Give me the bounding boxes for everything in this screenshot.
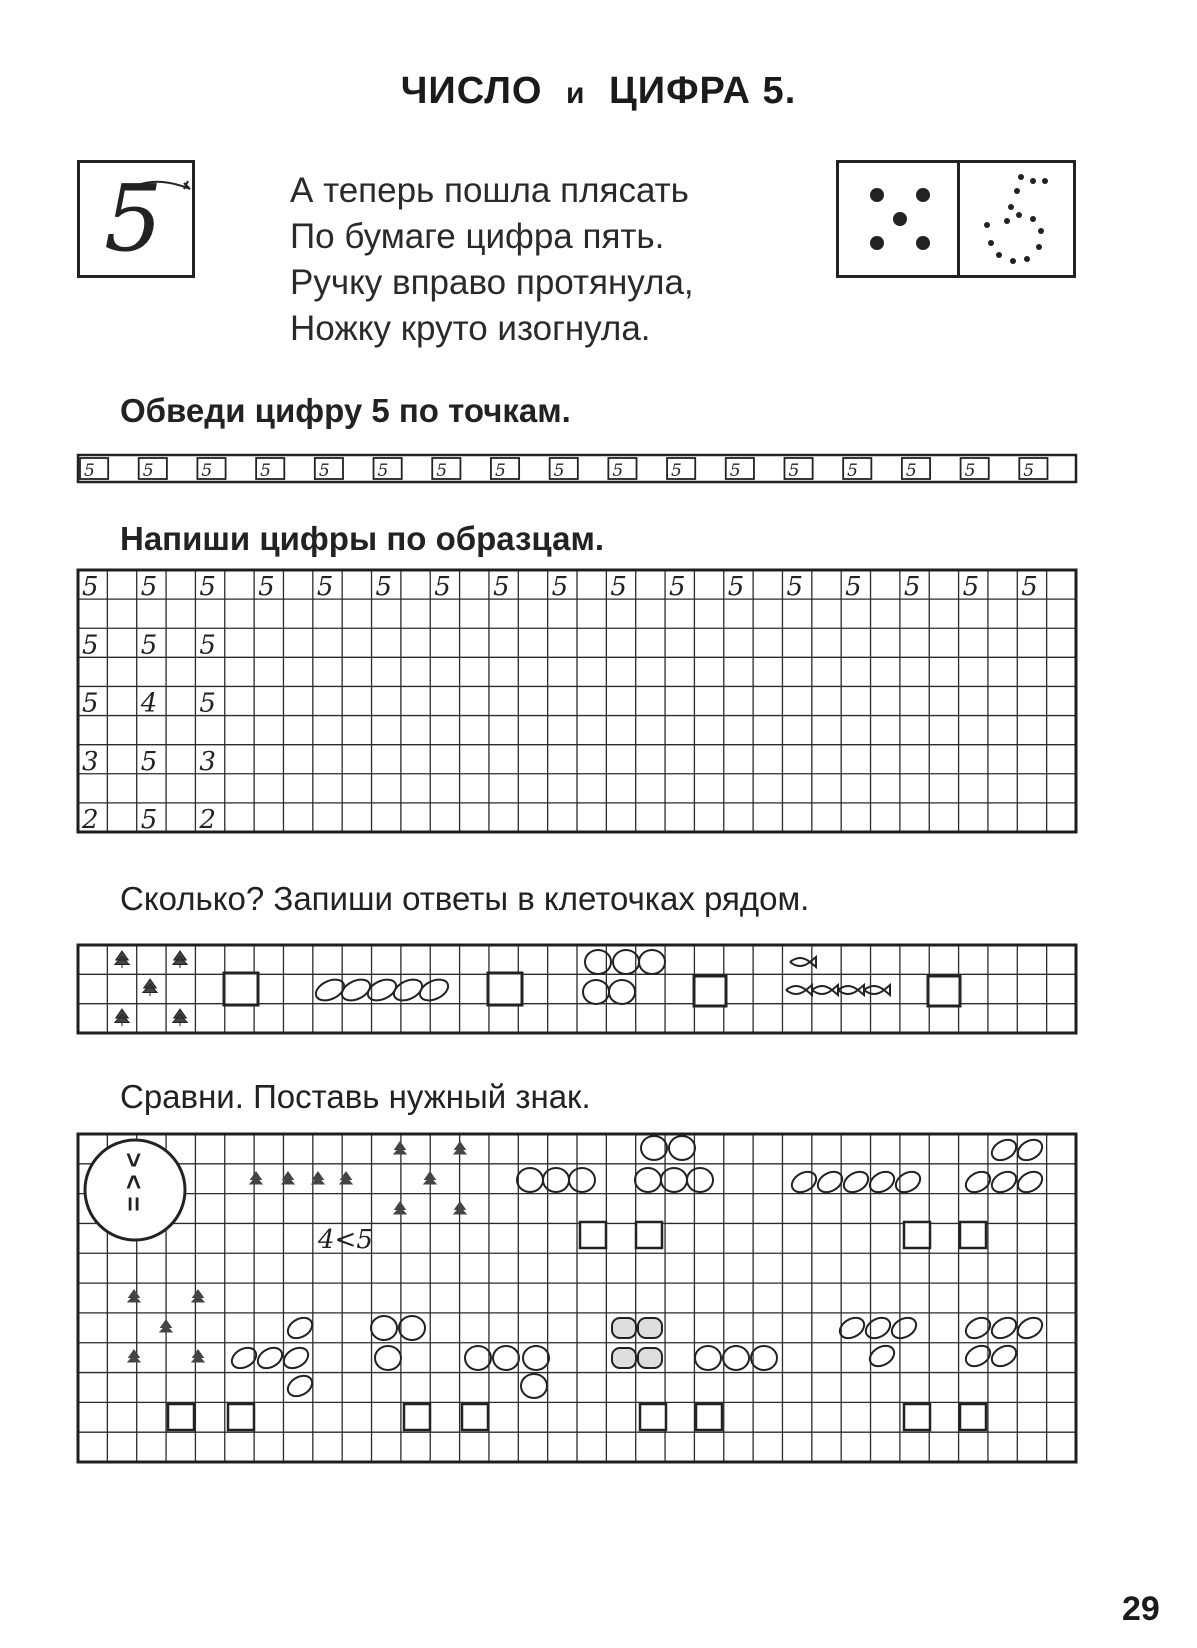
ring-icon bbox=[569, 1168, 595, 1192]
title-word-and: и bbox=[566, 77, 586, 110]
leaf-icon bbox=[284, 1372, 316, 1401]
fish-icon bbox=[786, 985, 812, 995]
sample-digit: 5 bbox=[140, 746, 158, 777]
dotted-digit: 5 bbox=[494, 461, 506, 481]
leaf-icon bbox=[962, 1342, 994, 1371]
berry-icon bbox=[612, 1318, 636, 1338]
sample-digit: 2 bbox=[82, 805, 99, 835]
ring-icon bbox=[517, 1168, 543, 1192]
sample-digit: 5 bbox=[199, 630, 216, 661]
sample-digit: 5 bbox=[82, 688, 99, 719]
dotted-digit: 5 bbox=[84, 461, 95, 481]
answer-box[interactable] bbox=[960, 1404, 986, 1430]
dotted-digit: 5 bbox=[436, 461, 448, 481]
dotted-digit: 5 bbox=[377, 461, 389, 481]
answer-box[interactable] bbox=[488, 973, 522, 1005]
ring-icon bbox=[723, 1346, 749, 1370]
tree-icon bbox=[173, 1009, 187, 1026]
answer-box[interactable] bbox=[694, 976, 726, 1006]
title-word-digit: ЦИФРА 5. bbox=[609, 70, 797, 112]
tree-icon bbox=[453, 1201, 467, 1215]
comparison-sign: > bbox=[119, 1152, 149, 1168]
ring-icon bbox=[523, 1346, 549, 1370]
tree-icon bbox=[453, 1141, 467, 1155]
example-comparison: 4<5 bbox=[318, 1225, 373, 1255]
sample-digit: 3 bbox=[199, 746, 216, 777]
sample-digit: 5 bbox=[140, 805, 158, 835]
sample-digit: 5 bbox=[316, 572, 334, 603]
leaf-icon bbox=[892, 1168, 924, 1197]
ring-icon bbox=[641, 1136, 667, 1160]
ring-icon bbox=[493, 1346, 519, 1370]
title-word-number: ЧИСЛО bbox=[400, 70, 543, 112]
dotted-digit: 5 bbox=[729, 461, 741, 481]
answer-box[interactable] bbox=[404, 1404, 430, 1430]
poem-line: А теперь пошла плясать bbox=[290, 171, 689, 210]
ring-icon bbox=[669, 1136, 695, 1160]
sample-digit: 5 bbox=[1021, 572, 1038, 603]
poem-line: По бумаге цифра пять. bbox=[290, 217, 665, 256]
answer-box[interactable] bbox=[462, 1404, 488, 1430]
task3-instruction: Сколько? Запиши ответы в клеточках рядом. bbox=[120, 880, 810, 917]
compare-grid bbox=[78, 1134, 1076, 1462]
page-number: 29 bbox=[1122, 1590, 1160, 1628]
comparison-sign: < bbox=[119, 1174, 149, 1190]
sample-digit: 5 bbox=[962, 572, 980, 603]
tree-icon bbox=[423, 1171, 437, 1185]
leaf-icon bbox=[284, 1314, 316, 1343]
dotted-digit: 5 bbox=[671, 461, 682, 481]
sample-digit: 5 bbox=[492, 572, 510, 603]
tree-icon bbox=[249, 1171, 263, 1185]
leaf-icon bbox=[862, 1314, 894, 1343]
leaf-icon bbox=[1014, 1136, 1046, 1165]
answer-box[interactable] bbox=[224, 973, 258, 1005]
dotted-digit: 5 bbox=[201, 461, 213, 481]
leaf-icon bbox=[988, 1314, 1020, 1343]
answer-box[interactable] bbox=[904, 1404, 930, 1430]
sample-digit: 5 bbox=[140, 630, 158, 661]
fish-icon bbox=[812, 985, 838, 995]
sample-digit: 4 bbox=[140, 688, 158, 719]
leaf-icon bbox=[280, 1344, 312, 1373]
answer-box[interactable] bbox=[928, 976, 960, 1006]
sample-digit: 5 bbox=[551, 572, 569, 603]
task1-instruction: Обведи цифру 5 по точкам. bbox=[120, 392, 571, 429]
ring-icon bbox=[609, 980, 635, 1004]
answer-box[interactable] bbox=[168, 1404, 194, 1430]
ring-icon bbox=[583, 980, 609, 1004]
comparison-sign: = bbox=[119, 1196, 149, 1212]
dotted-digit: 5 bbox=[1023, 461, 1035, 481]
sample-digit: 5 bbox=[845, 572, 862, 603]
sample-digit: 3 bbox=[82, 746, 99, 777]
tree-icon bbox=[115, 1009, 129, 1026]
poem-line: Ручку вправо протянула, bbox=[290, 263, 694, 302]
sample-digit: 5 bbox=[258, 572, 275, 603]
ring-icon bbox=[585, 950, 611, 974]
ring-icon bbox=[399, 1316, 425, 1340]
sample-digit: 5 bbox=[786, 572, 804, 603]
sample-digit: 5 bbox=[82, 630, 99, 661]
ring-icon bbox=[371, 1316, 397, 1340]
leaf-icon bbox=[962, 1314, 994, 1343]
task2-instruction: Напиши цифры по образцам. bbox=[120, 520, 605, 557]
leaf-icon bbox=[254, 1344, 286, 1373]
sample-digit: 5 bbox=[375, 572, 393, 603]
dotted-digit: 5 bbox=[847, 461, 859, 481]
tree-icon bbox=[159, 1319, 173, 1333]
leaf-icon bbox=[228, 1344, 260, 1373]
writing-grid bbox=[78, 570, 1076, 835]
berry-icon bbox=[638, 1318, 662, 1338]
leaf-icon bbox=[788, 1168, 820, 1197]
answer-box[interactable] bbox=[696, 1404, 722, 1430]
sample-digit: 5 bbox=[903, 572, 921, 603]
ring-icon bbox=[695, 1346, 721, 1370]
dotted-digit: 5 bbox=[612, 461, 624, 481]
dotted-digit: 5 bbox=[788, 461, 800, 481]
tree-icon bbox=[127, 1289, 141, 1303]
fish-icon bbox=[864, 985, 890, 995]
tree-icon bbox=[191, 1289, 205, 1303]
answer-box[interactable] bbox=[960, 1222, 986, 1248]
poem-line: Ножку круто изогнула. bbox=[290, 309, 651, 348]
big-digit: 5 bbox=[104, 165, 163, 272]
answer-box[interactable] bbox=[228, 1404, 254, 1430]
answer-box[interactable] bbox=[580, 1222, 606, 1248]
sample-digit: 5 bbox=[82, 572, 99, 603]
tree-icon bbox=[115, 951, 129, 968]
task4-instruction: Сравни. Поставь нужный знак. bbox=[120, 1078, 591, 1115]
sample-digit: 5 bbox=[727, 572, 745, 603]
tree-icon bbox=[143, 979, 157, 996]
dotted-digit: 5 bbox=[964, 461, 976, 481]
leaf-icon bbox=[417, 976, 452, 1005]
ring-icon bbox=[465, 1346, 491, 1370]
fish-icon bbox=[838, 985, 864, 995]
sample-digit: 5 bbox=[610, 572, 627, 603]
dotted-digit: 5 bbox=[905, 461, 917, 481]
leaf-icon bbox=[888, 1314, 920, 1343]
answer-box[interactable] bbox=[636, 1222, 662, 1248]
ring-icon bbox=[543, 1168, 569, 1192]
leaf-icon bbox=[988, 1342, 1020, 1371]
dotted-digit: 5 bbox=[318, 461, 330, 481]
berry-icon bbox=[612, 1348, 636, 1368]
leaf-icon bbox=[988, 1136, 1020, 1165]
ring-icon bbox=[687, 1168, 713, 1192]
ring-icon bbox=[375, 1346, 401, 1370]
sample-digit: 5 bbox=[199, 572, 216, 603]
sample-digit: 5 bbox=[434, 572, 451, 603]
answer-box[interactable] bbox=[640, 1404, 666, 1430]
tree-icon bbox=[191, 1349, 205, 1363]
dotted-digit: 5 bbox=[142, 461, 154, 481]
sample-digit: 5 bbox=[669, 572, 686, 603]
counting-grid bbox=[78, 945, 1076, 1033]
leaf-icon bbox=[1014, 1314, 1046, 1343]
tree-icon bbox=[339, 1171, 353, 1185]
tree-icon bbox=[173, 951, 187, 968]
ring-icon bbox=[635, 1168, 661, 1192]
dotted-digit: 5 bbox=[553, 461, 565, 481]
ring-icon bbox=[639, 950, 665, 974]
sample-digit: 5 bbox=[199, 688, 216, 719]
leaf-icon bbox=[962, 1168, 994, 1197]
leaf-icon bbox=[1014, 1168, 1046, 1197]
dotted-digit: 5 bbox=[260, 461, 271, 481]
tree-icon bbox=[393, 1141, 407, 1155]
answer-box[interactable] bbox=[904, 1222, 930, 1248]
ring-icon bbox=[751, 1346, 777, 1370]
leaf-icon bbox=[988, 1168, 1020, 1197]
tree-icon bbox=[393, 1201, 407, 1215]
tree-icon bbox=[127, 1349, 141, 1363]
sample-digit: 5 bbox=[140, 572, 158, 603]
sample-digit: 2 bbox=[199, 805, 216, 835]
berry-icon bbox=[638, 1348, 662, 1368]
ring-icon bbox=[521, 1374, 547, 1398]
leaf-icon bbox=[840, 1168, 872, 1197]
